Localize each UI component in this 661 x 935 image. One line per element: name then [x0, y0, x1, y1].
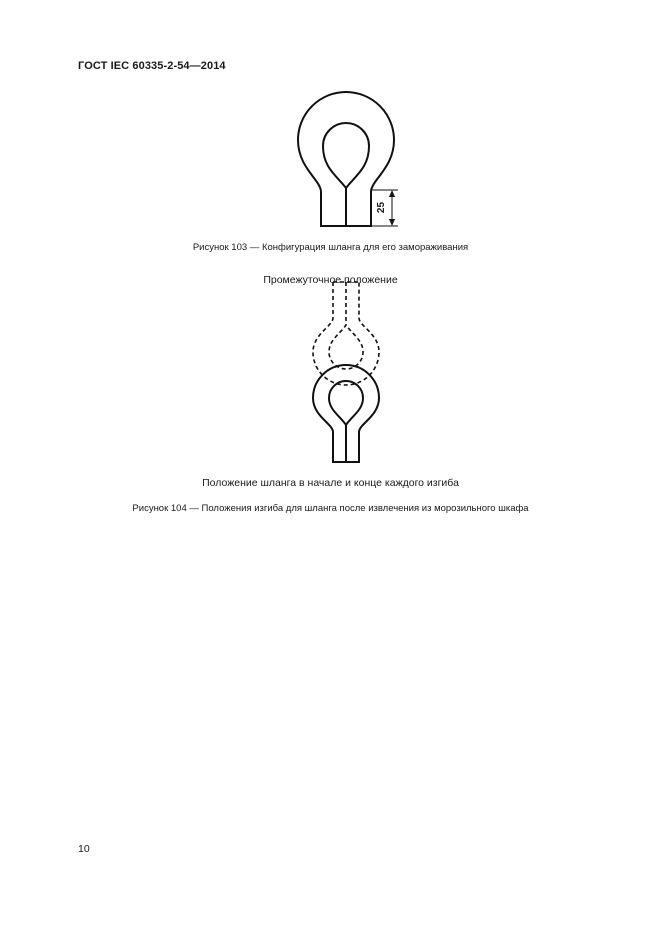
page-number: 10: [78, 843, 90, 855]
figure-104-caption: Рисунок 104 — Положения изгиба для шланга после извлечения из морозильного шкафа: [132, 503, 529, 514]
label-start-end-position: Положение шланга в начале и конце каждого изгиба: [202, 477, 459, 489]
dimension-label: 25: [376, 201, 388, 214]
label-intermediate-position: Промежуточное положение: [263, 274, 398, 286]
hose-start-end-solid: [313, 365, 379, 462]
hose-intermediate-dashed: [313, 282, 379, 385]
figure-103-caption: Рисунок 103 — Конфигурация шланга для его замораживания: [192, 242, 469, 253]
document-header: ГОСТ IEC 60335-2-54—2014: [78, 60, 226, 72]
